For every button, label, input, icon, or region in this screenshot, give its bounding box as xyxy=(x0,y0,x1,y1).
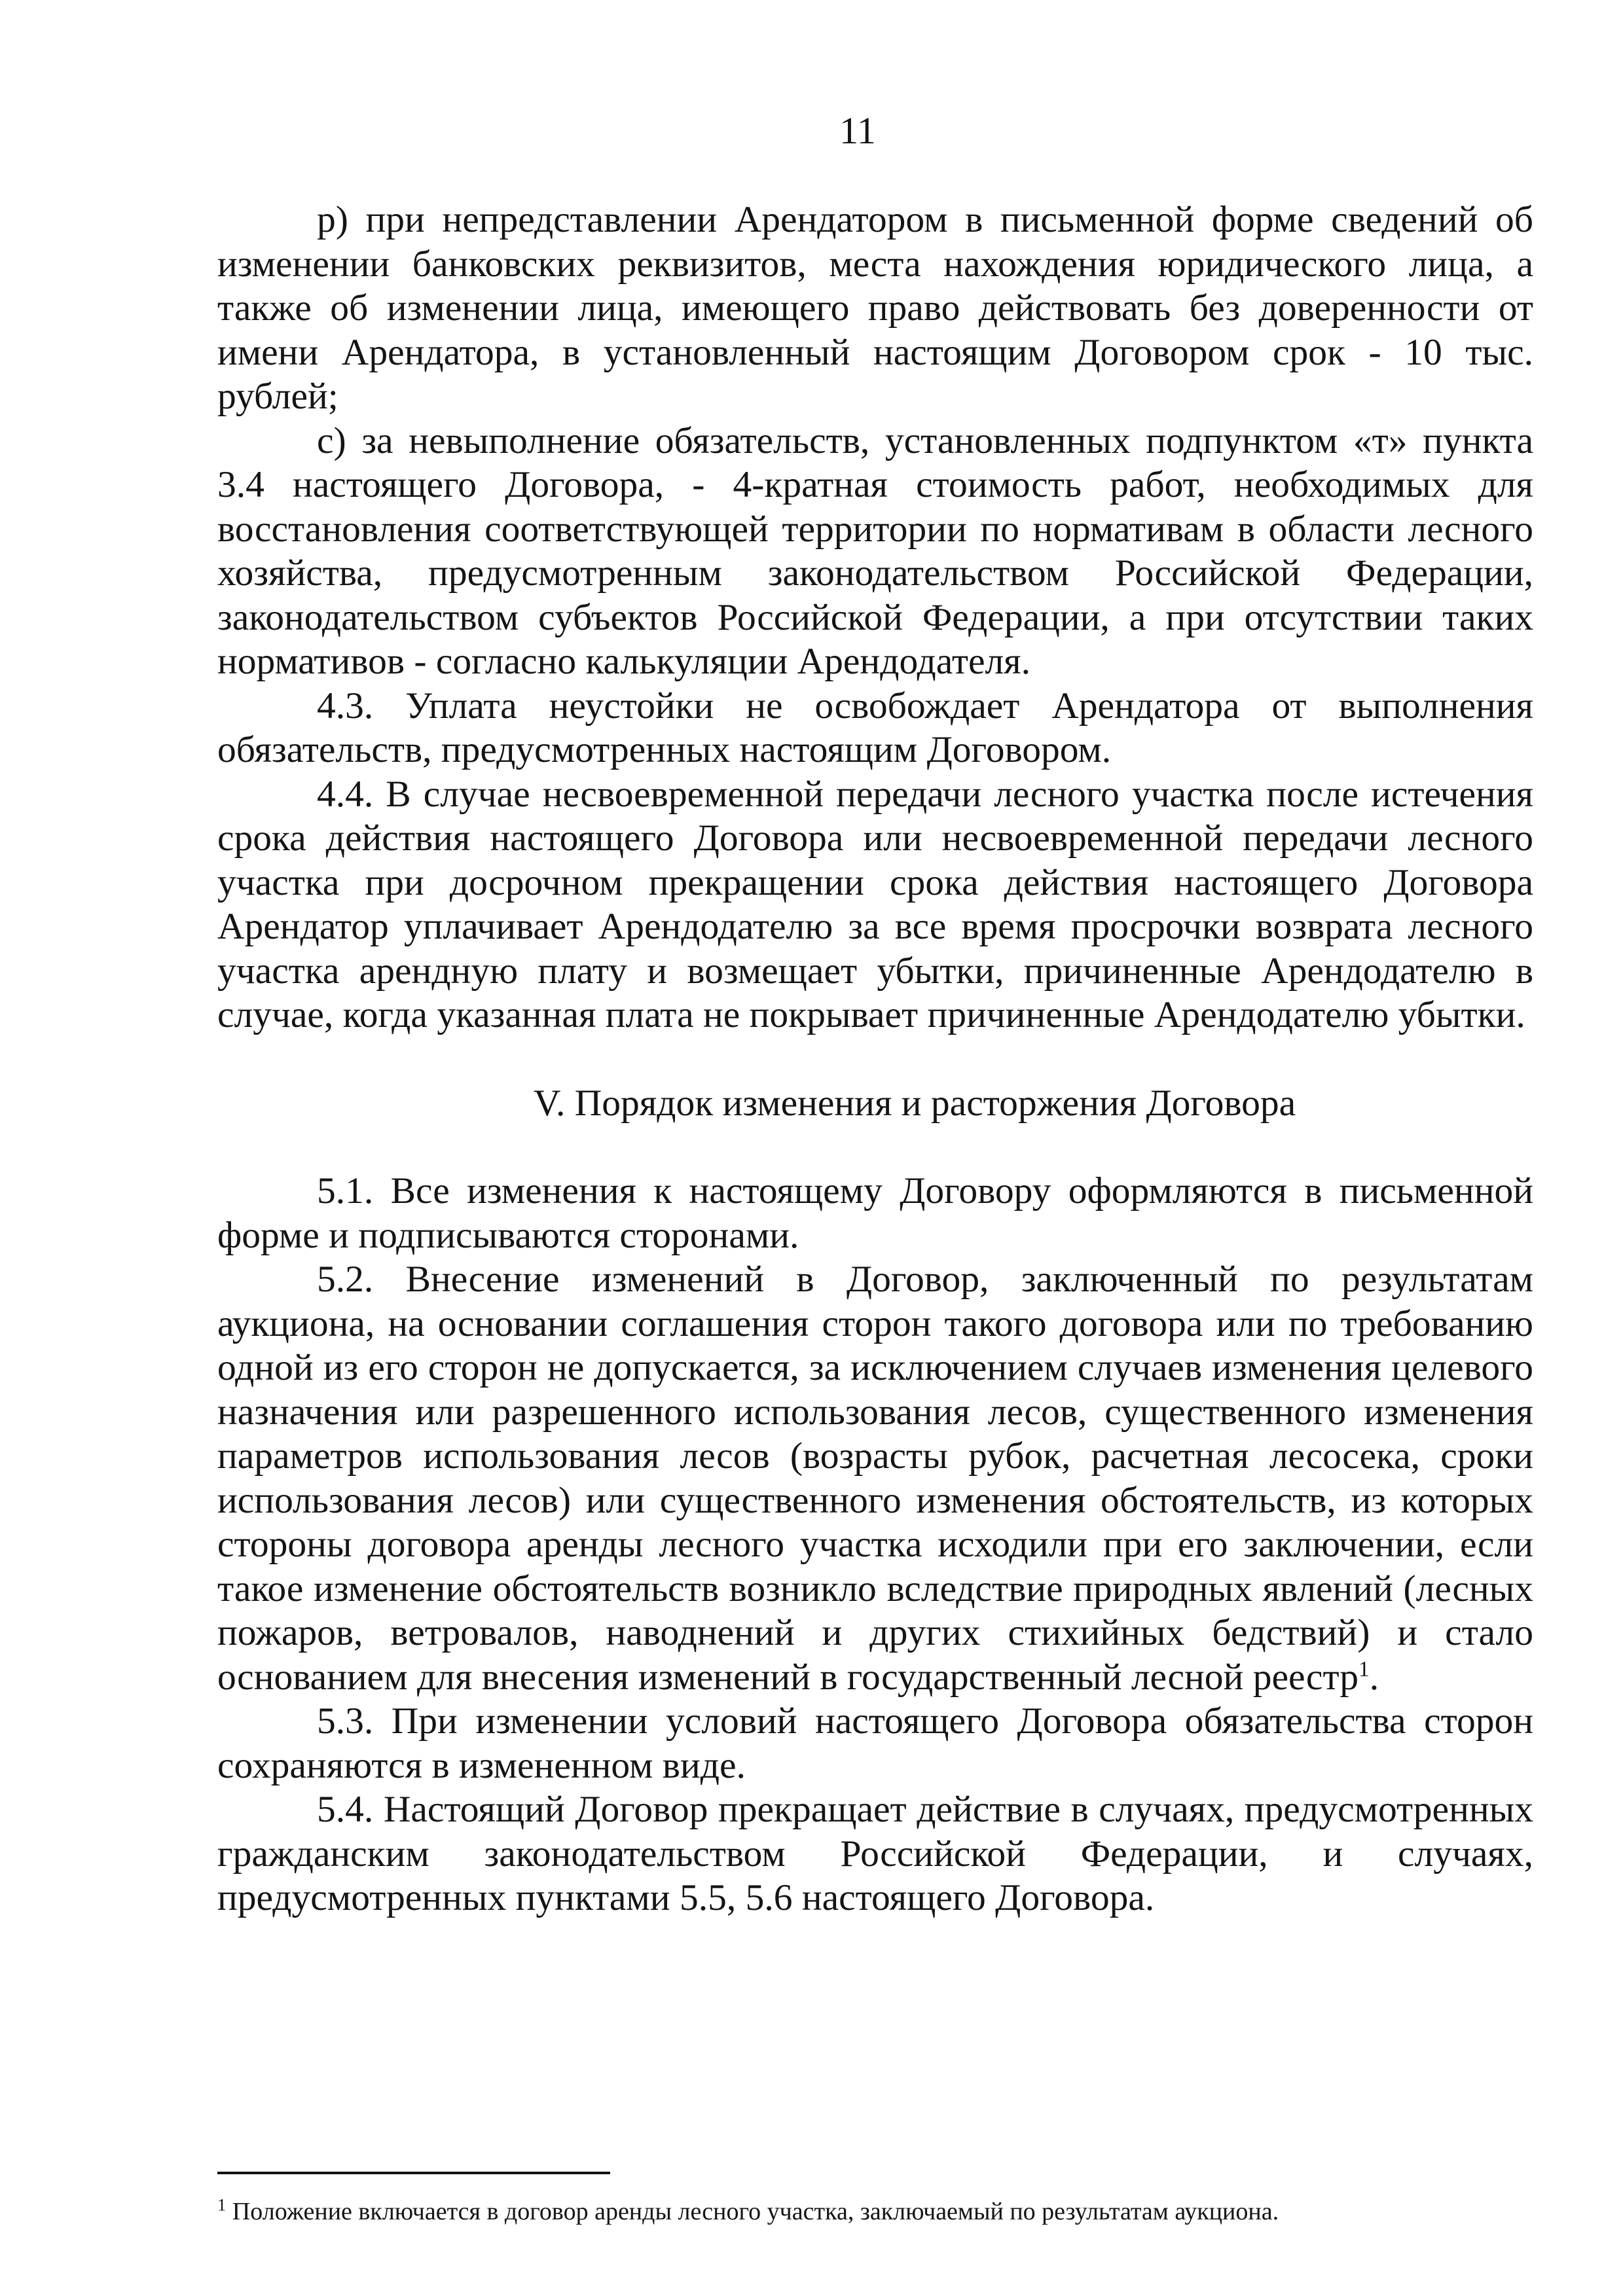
clause-5-1: 5.1. Все изменения к настоящему Договору оформляются в письменной форме и подписываются сторонами. xyxy=(217,1170,1533,1256)
clause-4-4: 4.4. В случае несвоевременной передачи лесного участка после истечения срока действия настоящего Договора или несвоевременной передачи лесного участка при досрочном прекращении срока действия настоящего Договора Арендатор уплачивает Арендодателю за все время просрочки возврата лесного участка арендную плату и возмещает убытки, причиненные Арендодателю в случае, когда указанная плата не покрывает причиненные Арендодателю убытки. xyxy=(217,773,1533,1035)
clause-5-3: 5.3. При изменении условий настоящего Договора обязательства сторон сохраняются в измененном виде. xyxy=(217,1700,1533,1786)
footnote-text: Положение включается в договор аренды лесного участка, заключаемый по результатам аукциона. xyxy=(232,2198,1279,2225)
clause-5-2-text: 5.2. Внесение изменений в Договор, заключенный по результатам аукциона, на основании соглашения сторон такого договора или по требованию одной из его сторон не допускается, за исключением случаев изменения целевого назначения или разрешенного использования лесов, существенного изменения параметров использования лесов (возрасты рубок, расчетная лесосека, сроки использования лесов) или существенного изменения обстоятельств, из которых стороны договора аренды лесного участка исходили при его заключении, если такое изменение обстоятельств возникло вследствие природных явлений (лесных пожаров, ветровалов, наводнений и других стихийных бедствий) и стало основанием для внесения изменений в государственный лесной реестр xyxy=(217,1259,1533,1698)
clause-4-2-subitem-s: с) за невыполнение обязательств, установленных подпунктом «т» пункта 3.4 настоящего Договора, - 4-кратная стоимость работ, необходимых для восстановления соответствующей территории по нормативам в области лесного хозяйства, предусмотренным законодательством Российской Федерации, законодательством субъектов Российской Федерации, а при отсутствии таких нормативов - согласно калькуляции Арендодателя. xyxy=(217,420,1533,682)
clause-5-2 xyxy=(217,1257,1533,1699)
clause-4-3: 4.3. Уплата неустойки не освобождает Арендатора от выполнения обязательств, предусмотренных настоящим Договором. xyxy=(217,685,1533,770)
section-heading: V. Порядок изменения и расторжения Договора xyxy=(533,1082,1296,1124)
footnote-reference[interactable]: 1 xyxy=(1359,1657,1370,1681)
footnote xyxy=(217,2196,1533,2227)
clause-4-2-subitem-r: р) при непредставлении Арендатором в письменной форме сведений об изменении банковских реквизитов, места нахождения юридического лица, а также об изменении лица, имеющего право действовать без доверенности от имени Арендатора, в установленный настоящим Договором срок - 10 тыс. рублей; xyxy=(217,199,1533,417)
clause-5-4: 5.4. Настоящий Договор прекращает действие в случаях, предусмотренных гражданским законодательством Российской Федерации, и случаях, предусмотренных пунктами 5.5, 5.6 настоящего Договора. xyxy=(217,1789,1533,1918)
document-body xyxy=(217,198,1533,1920)
footnote-separator xyxy=(217,2172,610,2174)
page-number: 11 xyxy=(839,109,876,152)
clause-5-2-tail: . xyxy=(1369,1656,1379,1698)
footnote-marker: 1 xyxy=(217,2195,227,2215)
